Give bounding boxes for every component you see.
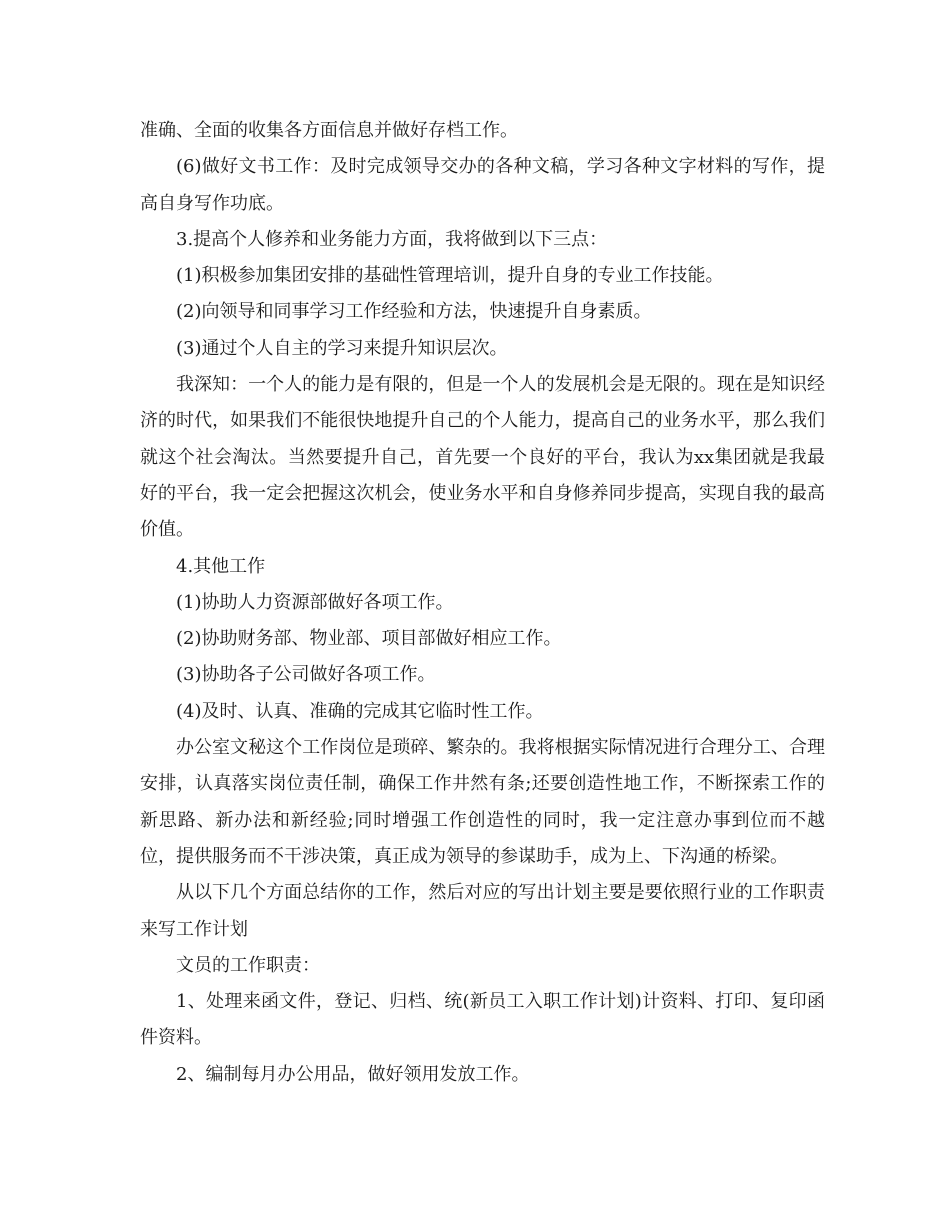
- list-item: (2)协助财务部、物业部、项目部做好相应工作。: [176, 628, 562, 650]
- list-item: 2、编制每月办公用品，做好领用发放工作。: [176, 1063, 530, 1085]
- paragraph: 准确、全面的收集各方面信息并做好存档工作。: [140, 120, 518, 141]
- list-item: (1)积极参加集团安排的基础性管理培训，提升自身的专业工作技能。: [176, 265, 724, 287]
- list-item: (3)通过个人自主的学习来提升知识层次。: [176, 337, 508, 359]
- list-item: (1)协助人力资源部做好各项工作。: [176, 591, 454, 613]
- list-item: 1、处理来函文件，登记、归档、统(新员工入职工作计划)计资料、打印、复印函件资料。: [140, 991, 825, 1049]
- list-item: (4)及时、认真、准确的完成其它临时性工作。: [176, 700, 544, 722]
- paragraph: 我深知：一个人的能力是有限的，但是一个人的发展机会是无限的。现在是知识经济的时代，如果我们不能很快地提升自己的个人能力，提高自己的业务水平，那么我们就这个社会淘汰。当然要提升自己，首先要一个良好的平台，我认为xx集团就是我最好的平台，我一定会把握这次机会，使业务水平和自身修养同步提高，实现自我的最高价值。: [140, 374, 825, 541]
- list-item: (2)向领导和同事学习工作经验和方法，快速提升自身素质。: [176, 301, 652, 323]
- paragraph: (6)做好文书工作：及时完成领导交办的各种文稿，学习各种文字材料的写作，提高自身写作功底。: [140, 156, 825, 214]
- paragraph: 从以下几个方面总结你的工作，然后对应的写出计划主要是要依照行业的工作职责来写工作计划: [140, 882, 825, 940]
- document-body: [140, 113, 825, 1093]
- list-item: (3)协助各子公司做好各项工作。: [176, 664, 436, 686]
- section-heading: 4.其他工作: [176, 555, 266, 577]
- section-heading: 3.提高个人修养和业务能力方面，我将做到以下三点：: [176, 228, 608, 250]
- paragraph: 文员的工作职责：: [176, 954, 320, 976]
- paragraph: 办公室文秘这个工作岗位是琐碎、繁杂的。我将根据实际情况进行合理分工、合理安排，认真落实岗位责任制，确保工作井然有条;还要创造性地工作，不断探索工作的新思路、新办法和新经验;同时增强工作创造性的同时，我一定注意办事到位而不越位，提供服务而不干涉决策，真正成为领导的参谋助手，成为上、下沟通的桥梁。: [140, 737, 825, 867]
